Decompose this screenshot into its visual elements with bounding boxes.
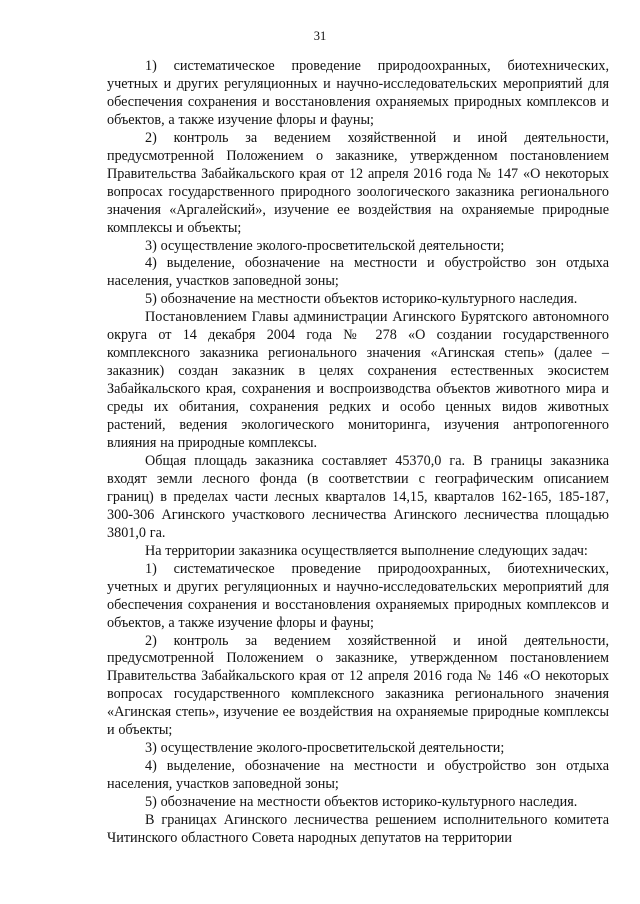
paragraph-2: 2) контроль за ведением хозяйственной и иной деятельности, предусмотренной Положением о заказнике, утвержденном постановлением Правительства Забайкальского края от 12 апреля 2016 года № 147 «О некоторых вопросах государственного природного зоологического заказника регионального значения «Аргалейский», изучение ее воздействия на охраняемые природные комплексы и объекты; [107,129,609,236]
paragraph-1: 1) систематическое проведение природоохранных, биотехнических, учетных и других регуляционных и научно-исследовательских мероприятий для обеспечения сохранения и восстановления охраняемых природных комплексов и объектов, а также изучение флоры и фауны; [107,58,609,128]
paragraph-7: Общая площадь заказника составляет 45370,0 га. В границы заказника входят земли лесного фонда (в соответствии с географическим описанием границ) в пределах части лесных кварталов 14,15, кварталов 162-165, 185-187, 300-306 Агинского участкового лесничества Агинского лесничества площадью 3801,0 га. [107,452,609,541]
paragraph-11: 3) осуществление эколого-просветительской деятельности; [145,740,505,757]
document-body [107,58,609,848]
page-number: 31 [313,29,327,43]
paragraph-3: 3) осуществление эколого-просветительской деятельности; [145,237,505,254]
paragraph-12: 4) выделение, обозначение на местности и обустройство зон отдыха населения, участков заповедной зоны; [107,758,609,793]
paragraph-14: В границах Агинского лесничества решением исполнительного комитета Читинского областного Совета народных депутатов на территории [107,812,609,846]
paragraph-13: 5) обозначение на местности объектов историко-культурного наследия. [145,794,578,811]
paragraph-5: 5) обозначение на местности объектов историко-культурного наследия. [145,291,578,308]
paragraph-10: 2) контроль за ведением хозяйственной и иной деятельности, предусмотренной Положением о заказнике, утвержденном постановлением Правительства Забайкальского края от 12 апреля 2016 года № 146 «О некоторых вопросах государственного комплексного заказника регионального значения «Агинская степь», изучение ее воздействия на охраняемые природные комплексы и объекты; [107,632,609,739]
paragraph-4: 4) выделение, обозначение на местности и обустройство зон отдыха населения, участков заповедной зоны; [107,255,609,290]
paragraph-6: Постановлением Главы администрации Агинского Бурятского автономного округа от 14 декабря 2004 года № 278 «О создании государственного комплексного заказника регионального значения «Агинская степь» (далее – заказник) создан заказник в целях сохранения естественных экосистем Забайкальского края, сохранения и воспроизводства объектов животного мира и среды их обитания, сохранения редких и особо ценных видов животных растений, ведения экологического мониторинга, изучения антропогенного влияния на природные комплексы. [107,309,609,452]
paragraph-9: 1) систематическое проведение природоохранных, биотехнических, учетных и других регуляционных и научно-исследовательских мероприятий для обеспечения сохранения и восстановления охраняемых природных комплексов и объектов, а также изучение флоры и фауны; [107,560,609,631]
paragraph-8: На территории заказника осуществляется выполнение следующих задач: [145,542,588,559]
